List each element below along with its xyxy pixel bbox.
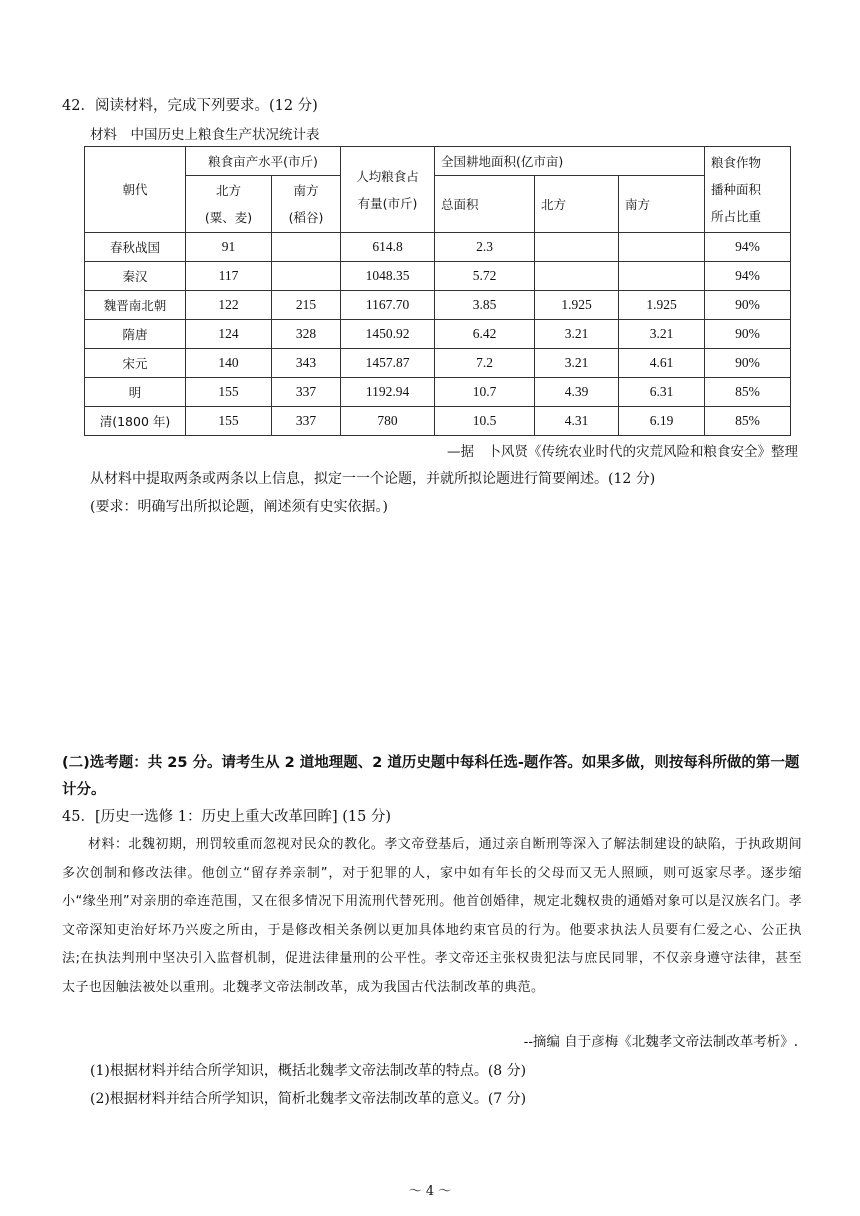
question-42-instruction: 从材料中提取两条或两条以上信息，拟定一一个论题，并就所拟论题进行简要阐述。(12 分) [90,471,656,487]
question-42-requirement: (要求：明确写出所拟论题，阐述须有史实依据。) [90,499,388,515]
cell-total: 3.85 [435,291,535,320]
cell-south: 215 [272,291,341,320]
header-area-south: 南方 [619,176,705,233]
cell-per-capita: 1048.35 [341,262,435,291]
cell-total: 2.3 [435,233,535,262]
question-45-title: 45．[历史一选修 1：历史上重大改革回眸] (15 分) [62,809,392,825]
cell-area-north: 4.39 [535,378,619,407]
cell-ratio: 90% [705,291,791,320]
cell-north: 91 [186,233,272,262]
optional-section-heading: (二)选考题：共 25 分。请考生从 2 道地理题、2 道历史题中每科任选-题作答。如果多做，则按每科所做的第一题计分。 [62,755,800,798]
header-south-label: 南方 [293,183,319,198]
cell-dynasty: 春秋战国 [85,233,186,262]
cell-dynasty: 隋唐 [85,320,186,349]
cell-area-north: 4.31 [535,407,619,436]
cell-total: 7.2 [435,349,535,378]
cell-area-south [619,262,705,291]
cell-area-south: 3.21 [619,320,705,349]
table-row [85,291,791,320]
header-yield-group: 粮食亩产水平(市斤) [186,147,341,176]
grain-production-table [84,146,791,436]
cell-north: 117 [186,262,272,291]
cell-per-capita: 780 [341,407,435,436]
header-south-yield [272,176,341,233]
table-body [85,233,791,436]
cell-total: 5.72 [435,262,535,291]
cell-ratio: 90% [705,320,791,349]
cell-total: 10.7 [435,378,535,407]
cell-area-north: 3.21 [535,349,619,378]
material-caption: 材料 中国历史上粮食生产状况统计表 [90,127,320,143]
cell-area-north: 3.21 [535,320,619,349]
question-45-subquestion-1: (1)根据材料并结合所学知识，概括北魏孝文帝法制改革的特点。(8 分) [90,1063,527,1079]
header-dynasty: 朝代 [85,147,186,233]
header-ratio-line2: 播种面积 [711,182,762,197]
cell-dynasty: 明 [85,378,186,407]
cell-south: 337 [272,407,341,436]
cell-north: 140 [186,349,272,378]
header-total-area: 总面积 [435,176,535,233]
cell-area-north [535,262,619,291]
cell-south [272,262,341,291]
cell-area-south: 6.31 [619,378,705,407]
header-north-label: 北方 [215,183,241,198]
cell-ratio: 94% [705,233,791,262]
cell-south [272,233,341,262]
cell-area-north [535,233,619,262]
cell-area-south [619,233,705,262]
table-row [85,378,791,407]
source-note: —据 卜风贤《传统农业时代的灾荒风险和粮食安全》整理 [447,444,798,460]
cell-north: 124 [186,320,272,349]
cell-south: 328 [272,320,341,349]
cell-per-capita: 1192.94 [341,378,435,407]
question-45-material: 材料：北魏初期，刑罚较重而忽视对民众的教化。孝文帝登基后，通过亲自断刑等深入了解法制建设的缺陷，于执政期间多次创制和修改法律。他创立“留存养亲制”，对于犯罪的人，家中如有年长的父母而又无人照顾，则可返家尽孝。逐步缩小“缘坐刑”对亲朋的牵连范围，又在很多情况下用流刑代替死刑。他首创婚律，规定北魏权贵的通婚对象可以是汉族名门。孝文帝深知吏治好坏乃兴废之所由，于是修改相关条例以更加具体地约束官员的行为。他要求执法人员要有仁爱之心、公正执法;在执法判刑中坚决引入监督机制，促进法律量刑的公平性。孝文帝还主张权贵犯法与庶民同罪，不仅亲身遵守法律，甚至太子也因触法被处以重刑。北魏孝文帝法制改革，成为我国古代法制改革的典范。 [62,837,802,995]
cell-ratio: 94% [705,262,791,291]
cell-per-capita: 1167.70 [341,291,435,320]
cell-area-south: 4.61 [619,349,705,378]
header-ratio-line1: 粮食作物 [711,155,762,170]
cell-area-north: 1.925 [535,291,619,320]
cell-ratio: 85% [705,407,791,436]
cell-ratio: 90% [705,349,791,378]
question-45-citation: --摘编 自于彦梅《北魏孝文帝法制改革考析》. [523,1034,798,1050]
cell-per-capita: 1457.87 [341,349,435,378]
cell-south: 343 [272,349,341,378]
cell-per-capita: 1450.92 [341,320,435,349]
table-row [85,233,791,262]
header-area-group: 全国耕地面积(亿市亩) [435,147,705,176]
cell-north: 155 [186,407,272,436]
cell-per-capita: 614.8 [341,233,435,262]
cell-north: 122 [186,291,272,320]
cell-dynasty: 魏晋南北朝 [85,291,186,320]
cell-ratio: 85% [705,378,791,407]
cell-dynasty: 清(1800 年) [85,407,186,436]
header-south-crops: (稻谷) [288,210,324,225]
question-45-subquestion-2: (2)根据材料并结合所学知识，简析北魏孝文帝法制改革的意义。(7 分) [90,1091,527,1107]
cell-total: 10.5 [435,407,535,436]
header-per-capita-line2: 有量(市斤) [357,195,418,211]
table-row [85,320,791,349]
cell-dynasty: 宋元 [85,349,186,378]
cell-total: 6.42 [435,320,535,349]
table-row [85,407,791,436]
header-area-north: 北方 [535,176,619,233]
question-42-title: 42．阅读材料，完成下列要求。(12 分) [62,98,318,114]
table-row [85,349,791,378]
cell-dynasty: 秦汉 [85,262,186,291]
header-ratio-line3: 所占比重 [711,209,762,224]
header-ratio [705,147,791,233]
header-north-crops: (粟、麦) [204,210,253,225]
table-row [85,262,791,291]
header-north-yield [186,176,272,233]
cell-south: 337 [272,378,341,407]
cell-area-south: 1.925 [619,291,705,320]
cell-north: 155 [186,378,272,407]
header-per-capita-line1: 人均粮食占 [356,168,419,184]
header-per-capita [341,147,435,233]
cell-area-south: 6.19 [619,407,705,436]
page-number: ～ 4 ～ [408,1184,452,1199]
